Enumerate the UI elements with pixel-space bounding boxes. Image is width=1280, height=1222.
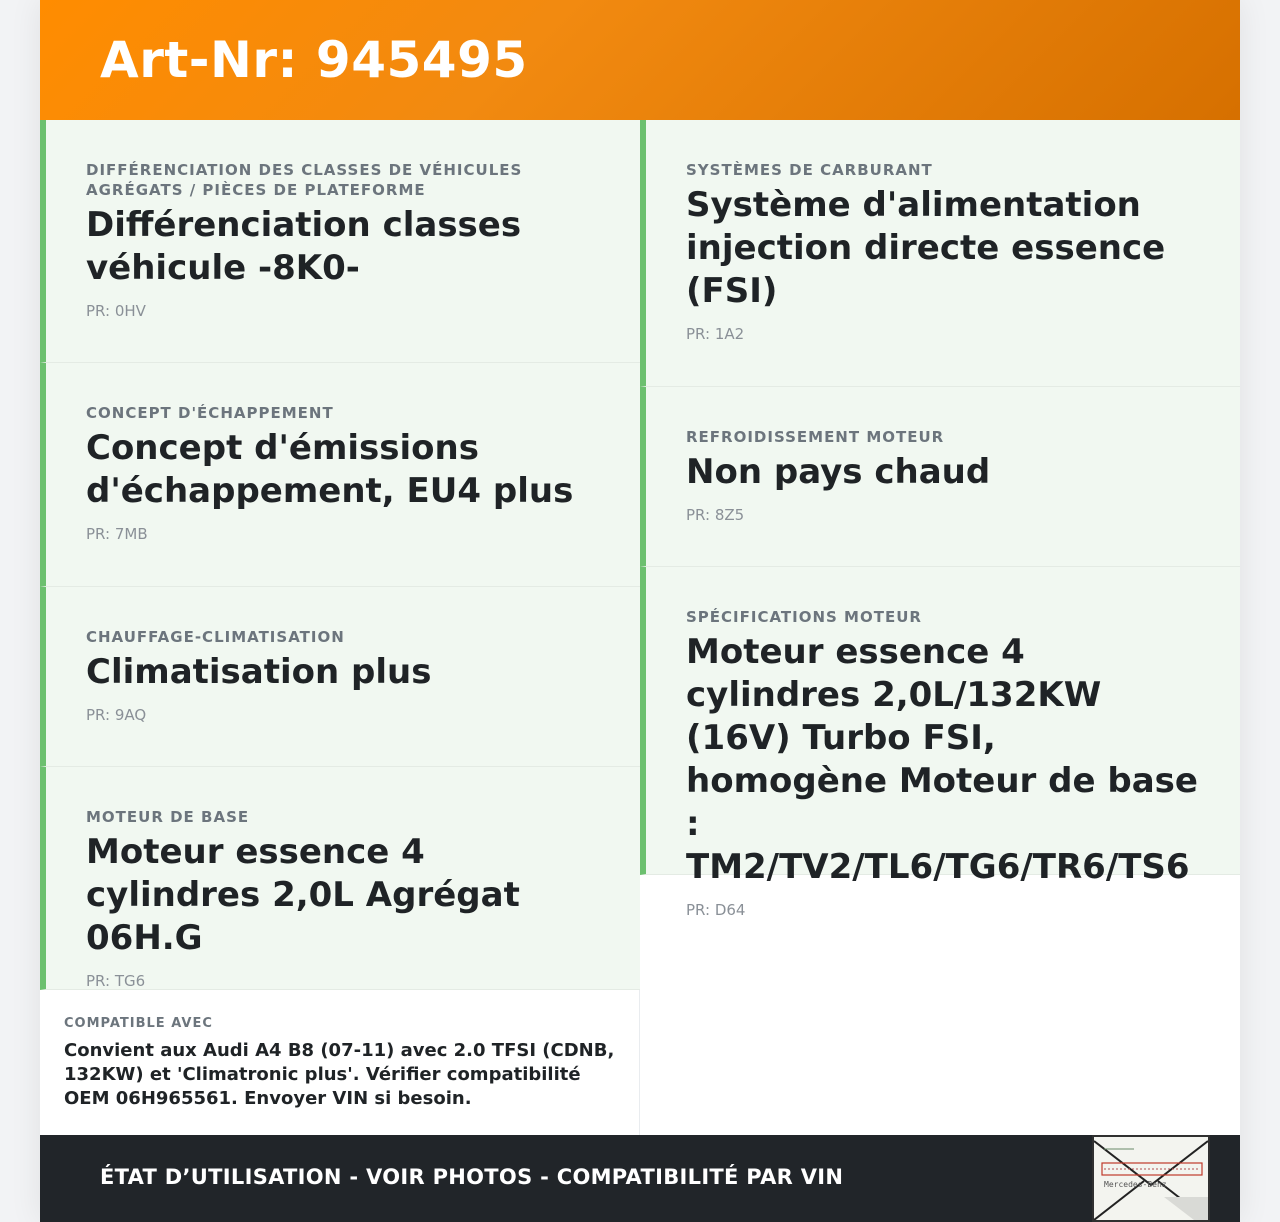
spec-category: DIFFÉRENCIATION DES CLASSES DE VÉHICULES <box>86 161 523 179</box>
spec-pr-code: PR: TG6 <box>86 972 146 990</box>
right-column <box>640 120 1240 919</box>
spec-value: Moteur essence 4 cylindres 2,0L/132KW (16V) Turbo FSI, homogène Moteur de base : TM2/TV2/TL6/TG6/TR6/TS6 <box>686 632 1198 887</box>
spec-card <box>40 587 640 767</box>
footer-text: ÉTAT D’UTILISATION - VOIR PHOTOS - COMPATIBILITÉ PAR VIN <box>100 1165 844 1189</box>
spec-category: CHAUFFAGE-CLIMATISATION <box>86 628 345 646</box>
svg-text:Mercedes-Benz: Mercedes-Benz <box>1104 1180 1167 1189</box>
label-photo-thumbnail[interactable] <box>1092 1135 1210 1222</box>
spec-value: Climatisation plus <box>86 652 432 692</box>
spec-category: MOTEUR DE BASE <box>86 808 250 826</box>
spec-pr-code: PR: 7MB <box>86 525 148 543</box>
article-number-title: Art-Nr: 945495 <box>100 31 528 89</box>
spec-value: Système d'alimentation injection directe essence (FSI) <box>686 185 1166 311</box>
spec-pr-code: PR: 1A2 <box>686 325 745 343</box>
spec-category: CONCEPT D'ÉCHAPPEMENT <box>86 404 334 422</box>
spec-category: SYSTÈMES DE CARBURANT <box>686 161 933 179</box>
spec-card <box>40 120 640 363</box>
spec-card <box>640 120 1240 387</box>
footer-bar <box>40 1135 1240 1222</box>
spec-card <box>40 767 640 990</box>
spec-category-sub: AGRÉGATS / PIÈCES DE PLATEFORME <box>86 181 426 199</box>
spec-value: Moteur essence 4 cylindres 2,0L Agrégat 06H.G <box>86 832 520 958</box>
spec-value: Concept d'émissions d'échappement, EU4 plus <box>86 428 574 511</box>
spec-pr-code: PR: D64 <box>686 901 746 919</box>
spec-pr-code: PR: 0HV <box>86 302 146 320</box>
spec-category: REFROIDISSEMENT MOTEUR <box>686 428 945 446</box>
compatibility-box <box>40 990 640 1135</box>
spec-pr-code: PR: 9AQ <box>86 706 147 724</box>
left-column <box>40 120 640 990</box>
spec-card <box>640 387 1240 567</box>
compatibility-text: Convient aux Audi A4 B8 (07-11) avec 2.0 TFSI (CDNB, 132KW) et 'Climatronic plus'. Vérifier compatibilité OEM 06H965561. Envoyer VIN si besoin. <box>64 1040 615 1109</box>
spec-category: SPÉCIFICATIONS MOTEUR <box>686 608 922 626</box>
page <box>40 0 1240 1222</box>
spec-card <box>40 363 640 587</box>
envelope-icon <box>1094 1137 1208 1220</box>
spec-value: Différenciation classes véhicule -8K0- <box>86 205 522 288</box>
spec-card <box>640 567 1240 919</box>
spec-pr-code: PR: 8Z5 <box>686 506 745 524</box>
spec-value: Non pays chaud <box>686 452 991 492</box>
compatibility-label: COMPATIBLE AVEC <box>64 1016 213 1031</box>
header <box>40 0 1240 120</box>
spec-grid <box>40 120 1240 1135</box>
